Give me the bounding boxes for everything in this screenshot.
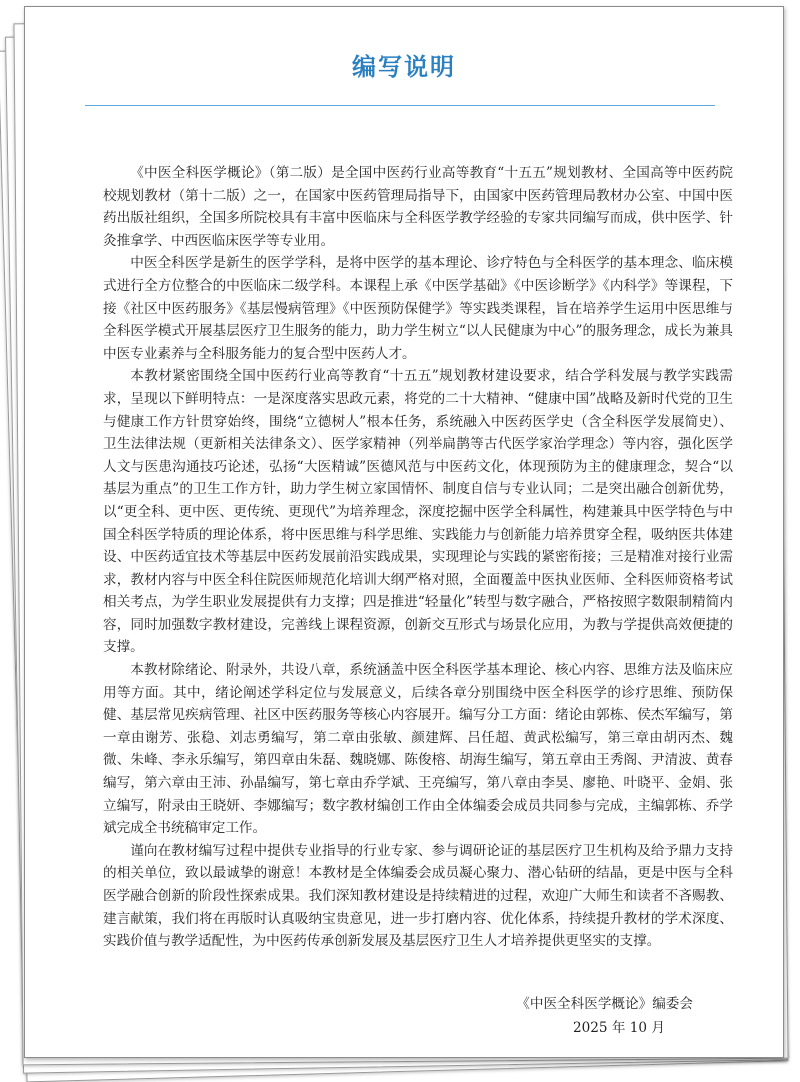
signature-date: 2025 年 10 月: [572, 1020, 665, 1036]
page-title: 编写说明: [352, 53, 456, 81]
document-body: [103, 162, 733, 953]
signature-committee: 《中医全科医学概论》编委会: [516, 996, 693, 1012]
signature-block: [516, 992, 693, 1040]
title-divider: [85, 105, 715, 106]
paragraph-discipline: 中医全科医学是新生的医学学科，是将中医学的基本理论、诊疗特色与全科医学的基本理念、临床模式进行全方位整合的中医临床二级学科。本课程上承《中医学基础》《中医诊断学》《内科学》等课程，下接《社区中医药服务》《基层慢病管理》《中医预防保健学》等实践类课程，旨在培养学生运用中医思维与全科医学模式开展基层医疗卫生服务的能力，助力学生树立“以人民健康为中心”的服务理念，成长为兼具中医专业素养与全科服务能力的复合型中医药人才。: [103, 255, 733, 362]
paragraph-acknowledgement: 谨向在教材编写过程中提供专业指导的行业专家、参与调研论证的基层医疗卫生机构及给予鼎力支持的相关单位，致以最诚挚的谢意！本教材是全体编委会成员凝心聚力、潜心钻研的结晶，更是中医与全科医学融合创新的阶段性探索成果。我们深知教材建设是持续精进的过程，欢迎广大师生和读者不吝赐教、建言献策，我们将在再版时认真吸纳宝贵意见，进一步打磨内容、优化体系，持续提升教材的学术深度、实践价值与教学适配性，为中医药传承创新发展及基层医疗卫生人才培养提供更坚实的支撑。: [103, 842, 733, 950]
document-page: [24, 6, 784, 1058]
paragraph-intro: 《中医全科医学概论》（第二版）是全国中医药行业高等教育“十五五”规划教材、全国高等中医药院校规划教材（第十二版）之一，在国家中医药管理局指导下，由国家中医药管理局教材办公室、中国中医药出版社组织，全国多所院校具有丰富中医临床与全科医学教学经验的专家共同编写而成，供中医学、针灸推拿学、中西医临床医学等专业用。: [103, 165, 733, 249]
paragraph-features: 本教材紧密围绕全国中医药行业高等教育“十五五”规划教材建设要求，结合学科发展与教学实践需求，呈现以下鲜明特点：一是深度落实思政元素，将党的二十大精神、“健康中国”战略及新时代党的卫生与健康工作方针贯穿始终，围绕“立德树人”根本任务，系统融入中医药医学史（含全科医学发展简史）、卫生法律法规（更新相关法律条文）、医学家精神（列举扁鹊等古代医学家治学理念）等内容，强化医学人文与医患沟通技巧论述，弘扬“大医精诚”医德风范与中医药文化，体现预防为主的健康理念，契合“以基层为重点”的卫生工作方针，助力学生树立家国情怀、制度自信与专业认同；二是突出融合创新优势，以“更全科、更中医、更传统、更现代”为培养理念，深度挖掘中医学全科属性，构建兼具中医学特色与中国全科医学特质的理论体系，将中医思维与科学思维、实践能力与创新能力培养贯穿全程，吸纳医共体建设、中医药适宜技术等基层中医药发展前沿实践成果，实现理论与实践的紧密衔接；三是精准对接行业需求，教材内容与中医全科住院医师规范化培训大纲严格对照，全面覆盖中医执业医师、全科医师资格考试相关考点，为学生职业发展提供有力支撑；四是推进“轻量化”转型与数字融合，严格按照字数限制精简内容，同时加强数字教材建设，完善线上课程资源，创新交互形式与场景化应用，为教与学提供高效便捷的支撑。: [103, 368, 733, 656]
paragraph-structure: 本教材除绪论、附录外，共设八章，系统涵盖中医全科医学基本理论、核心内容、思维方法及临床应用等方面。其中，绪论阐述学科定位与发展意义，后续各章分别围绕中医全科医学的诊疗思维、预防保健、基层常见疾病管理、社区中医药服务等核心内容展开。编写分工方面：绪论由郭栋、侯杰军编写，第一章由谢芳、张稳、刘志勇编写，第二章由张敏、颜建辉、吕任超、黄武松编写，第三章由胡丙杰、魏微、朱峰、李永乐编写，第四章由朱磊、魏晓娜、陈俊榕、胡海生编写，第五章由王秀阁、尹清波、黄春编写，第六章由王沛、孙晶编写，第七章由乔学斌、王亮编写，第八章由李昊、廖艳、叶晓平、金娟、张立编写，附录由王晓妍、李娜编写；数字教材编创工作由全体编委会成员共同参与完成，主编郭栋、乔学斌完成全书统稿审定工作。: [103, 662, 733, 837]
